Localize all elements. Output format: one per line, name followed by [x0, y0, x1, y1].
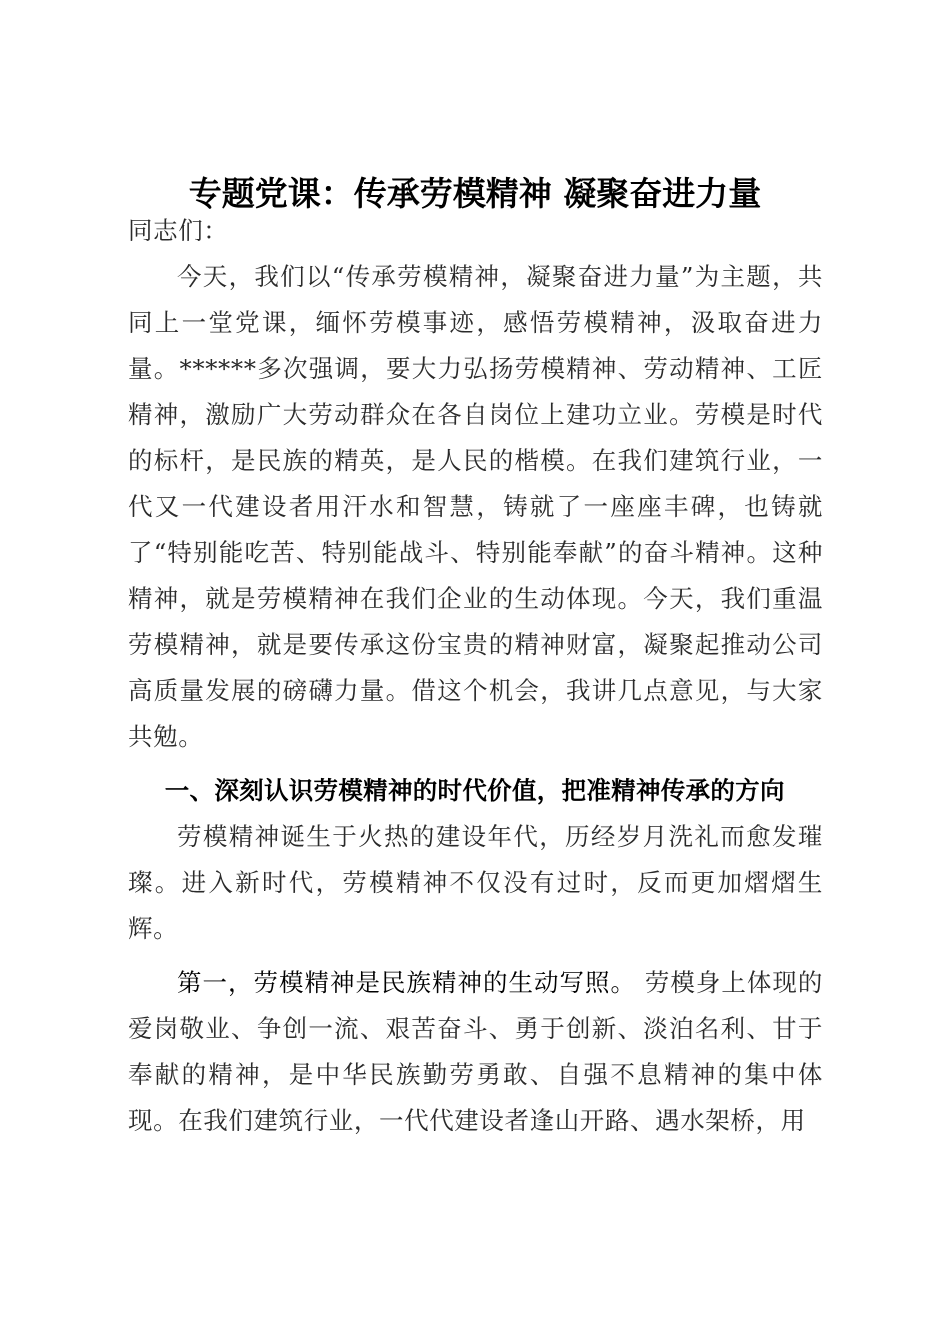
point-1-lead: 第一，劳模精神是民族精神的生动写照。 — [177, 968, 637, 997]
salutation: 同志们： — [128, 216, 229, 245]
section-1-paragraph: 劳模精神诞生于火热的建设年代，历经岁月洗礼而愈发璀璨。进入新时代，劳模精神不仅没有过时，反而更加熠熠生辉。 — [128, 822, 823, 943]
document-body — [128, 208, 823, 1144]
section-heading-1: 一、深刻认识劳模精神的时代价值，把准精神传承的方向 — [164, 776, 785, 805]
intro-paragraph: 今天，我们以“传承劳模精神，凝聚奋进力量”为主题，共同上一堂党课，缅怀劳模事迹，感悟劳模精神，汲取奋进力量。******多次强调，要大力弘扬劳模精神、劳动精神、工匠精神，激励广大劳动群众在各自岗位上建功立业。劳模是时代的标杆，是民族的精英，是人民的楷模。在我们建筑行业，一代又一代建设者用汗水和智慧，铸就了一座座丰碑，也铸就了“特别能吃苦、特别能战斗、特别能奉献”的奋斗精神。这种精神，就是劳模精神在我们企业的生动体现。今天，我们重温劳模精神，就是要传承这份宝贵的精神财富，凝聚起推动公司高质量发展的磅礴力量。借这个机会，我讲几点意见，与大家共勉。 — [128, 262, 823, 751]
point-1-paragraph — [128, 960, 823, 1144]
document-title: 专题党课：传承劳模精神 凝聚奋进力量 — [188, 174, 762, 213]
point-1-text: 劳模身上体现的爱岗敬业、争创一流、艰苦奋斗、勇于创新、淡泊名利、甘于奉献的精神，是中华民族勤劳勇敢、自强不息精神的集中体现。在我们建筑行业，一代代建设者逢山开路、遇水架桥，用 — [128, 968, 823, 1135]
